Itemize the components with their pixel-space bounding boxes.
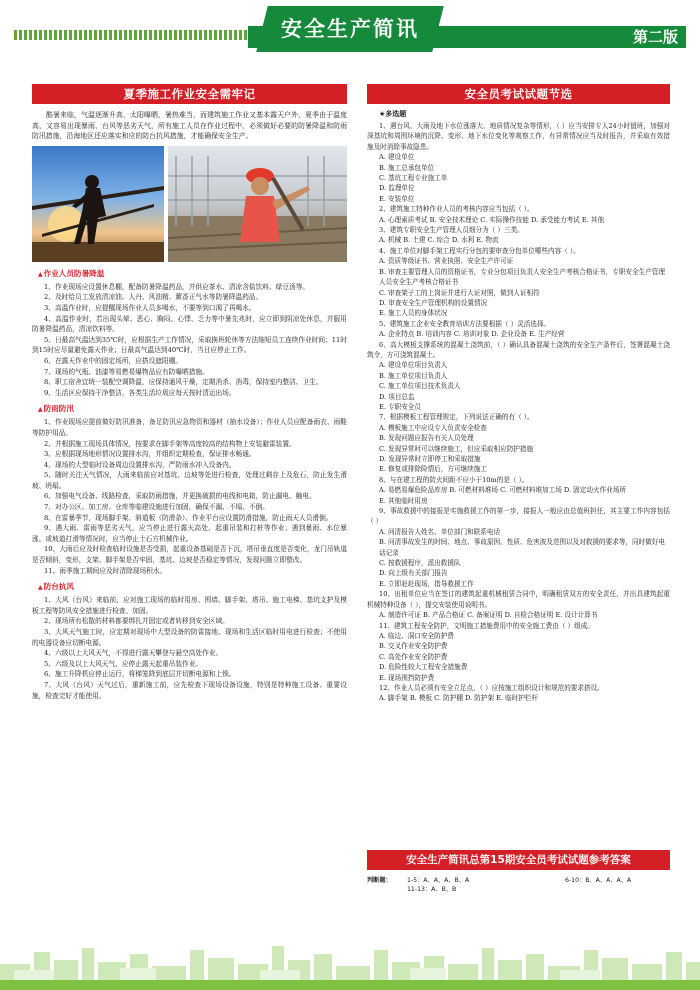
- list-item: 2、并根据施工现场具体情况，按要求在脚手架等高度较高的结构物上安装避雷装置。: [44, 439, 296, 448]
- answer-option: E. 现场围挡防护费: [379, 673, 435, 682]
- left-column: [32, 84, 347, 701]
- answer-key-rows: [367, 876, 670, 898]
- answer-option: C. 按救援程序，派出救援队: [379, 559, 461, 568]
- answer-key-label: 判断题：: [367, 877, 392, 884]
- answer-option: A. 脚手架 B. 模板 C. 防护棚 D. 防护架 E. 临时护栏杆: [379, 694, 539, 703]
- answer-option: E. 修复或排除险情后，方可继续施工: [379, 465, 487, 474]
- list-item: 7、现场的气瓶、油漆等易燃易爆物品应有防曝晒措施。: [44, 367, 209, 376]
- city-skyline-footer: [0, 940, 700, 990]
- question-1: [367, 121, 670, 204]
- list-item: 4、现场的大型临时设备周边设置排水沟，严防雨水冲入设备内。: [44, 460, 236, 469]
- page-header: [0, 0, 700, 62]
- question-5: [367, 319, 670, 340]
- answer-option: D. 发现异常时立即停工和采取措施: [379, 455, 481, 463]
- list-item: 6、加强电气设备、线路检查，采取防雨措施，并更换破损的电线和电箱，防止漏电、触电。: [44, 492, 316, 501]
- question-4: [367, 246, 670, 319]
- list-item: 11、雨季施工期间应及时清除现场积水。: [44, 566, 167, 575]
- question-text: 6、高大模板支撑系统的混凝土浇筑前，（ ）确认具备混凝土浇筑的安全生产条件后，签署混凝土浇筑令，方可浇筑混凝土。: [367, 340, 670, 359]
- question-8: [367, 475, 670, 506]
- answer-option: D. 审查安全生产管理机构的设置情况: [379, 298, 488, 307]
- section-heading: ▲ 防雨防汛: [38, 403, 347, 415]
- answer-option: E. 其他临时用房: [379, 496, 428, 505]
- question-text: 12、作业人员必须有安全立足点，（ ）应按施工组织设计和规范的要求搭设。: [379, 683, 604, 692]
- question-text: 3、建筑专职安全生产管理人员细分为（ ）三类。: [379, 226, 524, 235]
- answers-6-10: 6-10：B、A、A、A、A: [565, 877, 632, 884]
- answer-option: A. 建设单位项目负责人: [379, 361, 448, 370]
- answer-option: A. 临边、洞口安全防护费: [379, 631, 454, 640]
- answer-option: A. 问清报告人姓名、单位部门和联系电话: [379, 527, 501, 536]
- answer-option: B. 施工单位项目负责人: [379, 371, 448, 380]
- question-text: 4、施工单位对脚手架工程实行分包的要审查分包单位哪些内容（ ）。: [379, 246, 580, 255]
- answers-11-13: 11-13：A、B、B: [407, 886, 457, 893]
- answer-key-title: 安全生产简讯总第15期安全员考试试题参考答案: [367, 850, 670, 870]
- worker-silhouette-photo: [32, 146, 164, 262]
- list-item: 2、及时给员工发放清凉油、人丹、风油精、藿香正气水等防暑降温药品。: [44, 293, 263, 302]
- list-item: 8、职工宿舍宜统一装配空调降温，应保持通风干燥，定期消杀、消毒，保持室内整洁、卫生。: [44, 378, 323, 387]
- answer-option: E. 安装单位: [379, 194, 415, 203]
- newsletter-title: 安全生产简讯: [281, 17, 419, 41]
- answer-option: D. 向上级有关部门报告: [379, 569, 448, 578]
- list-item: 9、遇大雨、雷雨等恶劣天气，应当停止进行露天高处、起重吊装和打桩等作业；遇到暴雨、水位暴涨、或坡道打滑等情况时，应当停止土石方机械作业。: [32, 524, 347, 543]
- question-7: [367, 412, 670, 474]
- answer-option: A. 企业特点 B. 培训内容 C. 培训对象 D. 企业设备 E. 生产经营: [379, 330, 565, 339]
- answer-option: B. 发现问题应报告有关人员处理: [379, 434, 474, 443]
- answer-option: B. 审查主要管理人员的资格证书，专业分包项目负责人安全生产考核合格证书，专职安全生产管理人员安全生产考核合格证书: [379, 267, 665, 287]
- answer-option: A. 制造许可证 B. 产品合格证 C. 备案证明 D. 自检合格证明 E. 设计计算书: [379, 611, 598, 620]
- list-item: 3、高温作业时，应提醒现场作业人员多喝水，不要等到口渴了再喝水。: [44, 303, 256, 312]
- answer-option: B. 施工总承包单位: [379, 163, 435, 172]
- list-item: 8、在雷暴季节，现场脚手架、斜道板（防滑条）、作业平台应设置防滑措施，防止雨天人员滑倒。: [44, 513, 333, 522]
- answers-1-5: 1-5：A、A、A、B、A: [407, 877, 470, 884]
- summer-safety-title: 夏季施工作业安全需牢记: [32, 84, 347, 104]
- section-heading: ▲ 防台抗风: [38, 581, 347, 593]
- list-item: 4、六级以上大风天气，不得进行露天攀登与悬空高处作业。: [44, 649, 223, 658]
- footer-green-band: [0, 980, 700, 990]
- skyline-illustration: [0, 944, 700, 982]
- summer-safety-intro: 酷暑来临，气温逐渐升高，太阳曝晒，暑热难当，而建筑施工作业又基本露天户外，夏季由于温度高，又容易出现暴雨、台风等恶劣天气，所有施工人员在作业过程中，必须做好必要的防暑降温和防雨防汛措施，沿海地区还应落实和应的防台抗风措施，才能确保安全生产。: [32, 111, 347, 141]
- answer-option: B. 交叉作业安全防护费: [379, 642, 448, 651]
- list-item: 6、在露天作业中的固定场所，应搭设遮阳棚。: [44, 356, 183, 365]
- question-11: [367, 621, 670, 683]
- list-item: 3、应根据现场地形情况设置排水沟，并组织定期检查，保证排水畅通。: [44, 450, 256, 459]
- list-item: 2、现场所有松散的材料都要绑扎并固定或者转移到安全区域。: [44, 617, 229, 626]
- section-rain-flood: [32, 403, 347, 576]
- answer-option: D. 危险性较大工程安全措施费: [379, 663, 468, 672]
- right-column: [367, 84, 670, 704]
- photo-row: [32, 146, 347, 262]
- list-item: 5、日最高气温达到35℃时，应根据生产工作情况，采取换班轮休等方法缩短员工连续作业时间；11时到15时应尽量避免露天作业；日最高气温达到40℃时，当日应停止工作。: [32, 335, 347, 355]
- answer-option: C. 高处作业安全防护费: [379, 652, 448, 661]
- answer-option: A. 资质等级证书、营业执照、安全生产许可证: [379, 257, 514, 266]
- question-6: [367, 340, 670, 413]
- section-typhoon-wind: [32, 581, 347, 701]
- section-heading: ▲ 作业人员防暑降温: [38, 268, 347, 280]
- answer-option: B. 问清事故发生的时间、地点、事故原因、性质、危害波及范围以及对救援的要求等，同时做好电话记录: [379, 538, 665, 557]
- list-item: 1、作业现场应提前做好防汛准备，备足防汛应急物资和器材（抽水设备）；作业人员应配备雨衣、雨鞋等防护用品。: [32, 418, 347, 437]
- answer-option: E. 立即赶赴现场，指导救援工作: [379, 579, 474, 588]
- answer-option: D. 项目总监: [379, 392, 415, 401]
- answer-option: A. 易燃易爆危险品库房 B. 可燃材料堆场 C. 可燃材料堆加工场 D. 固定动火作业场所: [379, 486, 626, 495]
- answer-option: E. 专职安全员: [379, 402, 421, 411]
- answer-option: C. 施工单位项目技术负责人: [379, 382, 461, 391]
- question-text: 7、根据模板工程管理规定，下列说法正确的有（ ）。: [379, 413, 534, 422]
- list-item: 5、随时关注天气情况，大雨来临前应对基坑、边坡等处进行检查，处理过剩存上及危石，防止发生滑坡、坍塌。: [32, 471, 347, 490]
- list-item: 5、六级及以上大风天气，应停止露天起重吊装作业。: [44, 659, 203, 668]
- question-10: [367, 589, 670, 620]
- question-text: 10、出租单位应当在签订的建筑起重机械租赁合同中，明确租赁双方的安全责任，并出具建筑起重机械特种设备（ ），提交安装使用说明书。: [367, 590, 670, 609]
- question-text: 9、事故救援中的接报是实施救援工作的第一步，接报人一般应由总值班担任，其主要工作内容包括（ ）: [367, 507, 670, 526]
- answer-option: D. 监理单位: [379, 184, 415, 193]
- list-item: 10、大雨后应及时检查临时设施是否受损，起重设备基础是否下沉，塔吊垂直度是否变化，龙门吊轨道是否倾斜，变形，支架、脚手架是否牢固，基坑、边坡是否稳定等情况，发现问题立即整改。: [32, 545, 347, 565]
- list-item: 6、施工升降机应停止运行，将梯笼降到底层并切断电源和上锁。: [44, 670, 236, 679]
- exam-questions-title: 安全员考试试题节选: [367, 84, 670, 104]
- list-item: 7、对办公区、加工房、仓库等临建设施进行加固，确保不漏、不塌、不倒。: [44, 503, 269, 512]
- question-text: 5、建筑施工企业安全教育培训方法要根据（ ）灵活选择。: [379, 319, 551, 328]
- question-12: [367, 683, 670, 704]
- question-2: [367, 204, 670, 225]
- question-9: [367, 506, 670, 589]
- list-item: 7、大风（台风）天气过后，重新施工前，应先检查下现场设备设施，特别是特种施工设备、重要设施，检查完好才能使用。: [32, 680, 347, 700]
- list-item: 1、大风（台风）来临前，应对施工现场的临时用房、围墙、脚手架、塔吊、施工电梯、基坑支护及模板工程等防风安全措施进行检查、加固。: [32, 596, 347, 615]
- answer-option: A. 建设单位: [379, 153, 415, 162]
- construction-worker-photo: [168, 146, 347, 262]
- list-item: 9、生活区应保持干净整洁，各类生活垃圾应每天按时清运出场。: [44, 388, 236, 397]
- question-text: 11、建筑工程安全防护，文明施工措施费用中的安全施工费由（ ）组成。: [379, 621, 594, 630]
- answer-option: A. 心理素质考试 B. 安全技术理论 C. 实际操作技能 D. 承受能力考试 E. 其他: [379, 215, 605, 224]
- answer-key: [367, 850, 670, 898]
- answer-option: C. 审查架子工的上岗证并进行人证对照，做到人证相符: [379, 288, 540, 297]
- list-item: 1、作业现场应设置休息棚，配备防暑降温药品，并供应茶水、清凉含盐饮料、绿豆汤等。: [44, 282, 310, 291]
- question-text: 1、遇台风、大雨及地下水位涨落大、地质情况复杂等情形，（ ）应当安排专人24小时值班，加强对深基坑和周围环境的沉降、变形、地下水位变化等观察工作，有异常情况应当及时报告，并采取有效措施及时消除事故隐患。: [367, 122, 670, 151]
- list-item: 4、高温作业时，若出现头晕、恶心、胸闷、心悸、乏力等中暑先兆时，应立即到阴凉处休息，并服用防暑降温药品，清凉饮料等。: [32, 314, 347, 334]
- answer-option: E. 施工人员的身体状况: [379, 309, 448, 318]
- question-3: [367, 225, 670, 246]
- section-heat-protection: [32, 268, 347, 399]
- answer-option: C. 基坑工程专业施工单: [379, 174, 448, 183]
- question-text: 8、与在建工程的防火间距不应小于10m的是（ ）。: [379, 475, 529, 484]
- multiple-choice-heading: ★多选题: [379, 110, 407, 118]
- answer-option: A. 机械 B. 土建 C. 综合 D. 水利 E. 物流: [379, 236, 499, 245]
- answer-option: A. 模板施工中应设专人负责安全检查: [379, 423, 487, 432]
- answer-option: C. 发现异常时可以继续施工，但应采取相应防护措施: [379, 444, 534, 453]
- list-item: 3、大风天气施工时，应定期对现场中大型设备的防雷接地、现场和生活区临时用电进行检查；不使用的电器设备应切断电源。: [32, 628, 347, 647]
- edition-label: 第二版: [632, 28, 678, 46]
- question-text: 2、建筑施工特种作业人员的考核内容应当包括（ ）。: [379, 205, 534, 214]
